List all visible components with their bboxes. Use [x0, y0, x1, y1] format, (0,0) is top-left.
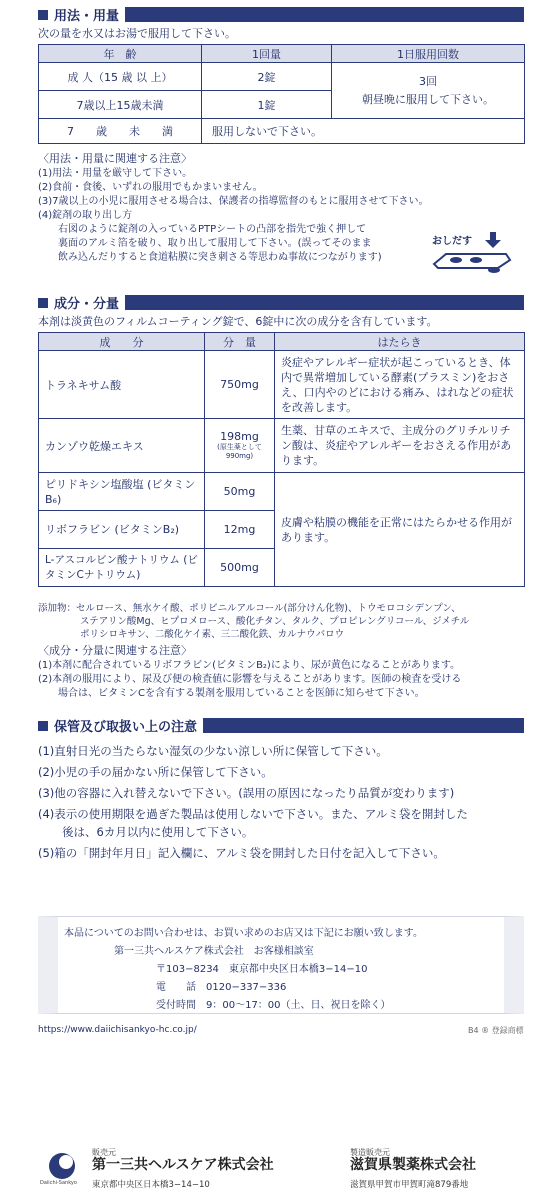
additives-line-1: 添加物：セルロース、無水ケイ酸、ポリビニルアルコール(部分けん化物)、トウモロコシデンプン、 — [38, 603, 461, 614]
usage-header-times: 1日服用回数 — [332, 45, 525, 63]
usage-note-1: (1)用法・用量を厳守して下さい。 — [38, 168, 193, 179]
storage-item-3: (3)他の容器に入れ替えないで下さい。(誤用の原因になったり品質が変わります) — [38, 786, 455, 800]
ptp-press-illustration — [432, 230, 512, 274]
usage-intro: 次の量を水又はお湯で服用して下さい。 — [38, 27, 236, 40]
seller-role: 販売元 — [92, 1148, 116, 1157]
usage-note-3: (3)7歳以上の小児に服用させる場合は、保護者の指導監督のもとに服用させて下さい。 — [38, 196, 429, 207]
section-square-icon — [38, 721, 48, 731]
maker-name: 滋賀県製薬株式会社 — [350, 1157, 476, 1173]
usage-times-count: 3回 — [419, 74, 437, 88]
ingredient-amount-b6: 50mg — [205, 473, 275, 511]
logo-wordmark: Daiichi-Sankyo — [40, 1180, 77, 1186]
usage-row-child-age: 7歳以上15歳未満 — [39, 91, 202, 119]
section-bar — [125, 7, 524, 22]
maker-role: 製造販売元 — [350, 1148, 390, 1157]
maker-address: 滋賀県甲賀市甲賀町滝879番地 — [350, 1180, 469, 1190]
usage-row-infant-age: 7 歳 未 満 — [39, 119, 202, 144]
section-bar — [125, 295, 524, 310]
ingredient-name-tranexamic: トラネキサム酸 — [39, 351, 205, 419]
ingredients-header-effect: はたらき — [275, 333, 525, 351]
usage-notes-title: 〈用法・用量に関連する注意〉 — [38, 152, 192, 165]
ingredient-amount-tranexamic: 750mg — [205, 351, 275, 419]
website-url[interactable]: https://www.daiichisankyo-hc.co.jp/ — [38, 1025, 197, 1035]
storage-section-header — [38, 717, 524, 734]
usage-row-adult-dose: 2錠 — [202, 63, 332, 91]
additives-line-2: ステアリン酸Mg、ヒプロメロース、酸化チタン、タルク、プロピレングリコール、ジメチル — [80, 616, 470, 627]
ingredients-intro: 本剤は淡黄色のフィルムコーティング錠で、6錠中に次の成分を含有しています。 — [38, 315, 438, 328]
ingredients-header-name: 成 分 — [39, 333, 205, 351]
ingredient-effect-vitamins: 皮膚や粘膜の機能を正常にはたらかせる作用があります。 — [275, 473, 525, 587]
ingredient-amount-licorice: 198mg — [220, 429, 259, 443]
contact-company: 第一三共ヘルスケア株式会社 お客様相談室 — [114, 946, 314, 957]
section-square-icon — [38, 10, 48, 20]
ingredient-effect-licorice: 生薬、甘草のエキスで、主成分のグリチルリチン酸は、炎症やアレルギーをおさえる作用があります。 — [275, 419, 525, 473]
ingredient-name-vitc: L-アスコルビン酸ナトリウム (ビタミンCナトリウム) — [39, 549, 205, 587]
press-label: おしだす — [432, 236, 472, 247]
usage-section-header — [38, 6, 524, 23]
ingredients-note-2: (2)本剤の服用により、尿及び便の検査値に影響を与えることがあります。医師の検査を受ける — [38, 674, 462, 685]
ingredient-amount-vitc: 500mg — [205, 549, 275, 587]
ingredients-table — [38, 332, 525, 587]
press-arrow-icon — [432, 230, 512, 274]
storage-title: 保管及び取扱い上の注意 — [54, 716, 203, 735]
ingredient-amount-licorice-cell — [205, 419, 275, 473]
ingredient-amount-b2: 12mg — [205, 511, 275, 549]
seller-address: 東京都中央区日本橋3−14−10 — [92, 1180, 210, 1190]
section-bar — [203, 718, 524, 733]
ingredient-name-b2: リボフラビン (ビタミンB₂) — [39, 511, 205, 549]
contact-hours: 受付時間 9：00〜17：00（土、日、祝日を除く） — [156, 1000, 391, 1011]
ingredient-name-licorice: カンゾウ乾燥エキス — [39, 419, 205, 473]
ingredients-note-2b: 場合は、ビタミンCを含有する製剤を服用していることを医師に知らせて下さい。 — [58, 688, 425, 699]
daiichi-sankyo-logo — [40, 1150, 80, 1186]
storage-item-4b: 後は、6カ月以内に使用して下さい。 — [62, 825, 254, 839]
usage-title: 用法・用量 — [54, 5, 125, 24]
storage-item-4: (4)表示の使用期限を過ぎた製品は使用しないで下さい。また、アルミ袋を開封した — [38, 807, 468, 821]
usage-row-adult-age: 成 人（15 歳 以 上） — [39, 63, 202, 91]
usage-row-infant-dose: 服用しないで下さい。 — [202, 119, 525, 144]
ingredient-effect-tranexamic: 炎症やアレルギー症状が起こっているとき、体内で異常増加している酵素(プラスミン)をおさえ、口内やのどにおける痛み、はれなどの症状を改善します。 — [275, 351, 525, 419]
usage-note-2: (2)食前・食後、いずれの服用でもかまいません。 — [38, 182, 263, 193]
ptp-line-1: 右図のように錠剤の入っているPTPシートの凸部を指先で強く押して — [58, 224, 367, 235]
usage-header-age: 年 齢 — [39, 45, 202, 63]
ptp-line-3: 飲み込んだりすると食道粘膜に突き刺さる等思わぬ事故につながります) — [58, 252, 382, 263]
ptp-line-2: 裏面のアルミ箔を破り、取り出して服用して下さい。(誤ってそのまま — [58, 238, 372, 249]
ingredient-name-b6: ピリドキシン塩酸塩 (ビタミンB₆) — [39, 473, 205, 511]
contact-phone: 電 話 0120−337−336 — [156, 982, 287, 993]
usage-table — [38, 44, 525, 144]
seller-name: 第一三共ヘルスケア株式会社 — [92, 1157, 274, 1173]
usage-note-4: (4)錠剤の取り出し方 — [38, 210, 133, 221]
contact-address: 〒103−8234 東京都中央区日本橋3−14−10 — [156, 964, 368, 975]
storage-item-2: (2)小児の手の届かない所に保管して下さい。 — [38, 765, 273, 779]
contact-intro: 本品についてのお問い合わせは、お買い求めのお店又は下記にお願い致します。 — [64, 928, 423, 939]
trademark-note: B4 ® 登録商標 — [468, 1026, 524, 1035]
usage-row-child-dose: 1錠 — [202, 91, 332, 119]
usage-times-cell — [332, 63, 525, 119]
storage-item-5: (5)箱の「開封年月日」記入欄に、アルミ袋を開封した日付を記入して下さい。 — [38, 846, 445, 860]
ingredients-title: 成分・分量 — [54, 293, 125, 312]
ingredients-section-header — [38, 294, 524, 311]
storage-item-1: (1)直射日光の当たらない湿気の少ない涼しい所に保管して下さい。 — [38, 744, 388, 758]
ingredients-note-1: (1)本剤に配合されているリボフラビン(ビタミンB₂)により、尿が黄色になることがあります。 — [38, 660, 461, 671]
ingredients-notes-title: 〈成分・分量に関連する注意〉 — [38, 644, 192, 657]
additives-line-3: ポリシロキサン、二酸化ケイ素、三二酸化鉄、カルナウバロウ — [80, 629, 345, 640]
ingredient-amount-licorice-note: (原生薬として 990mg) — [217, 442, 262, 460]
usage-times-text: 朝昼晩に服用して下さい。 — [362, 92, 494, 106]
ingredients-header-amount: 分 量 — [205, 333, 275, 351]
usage-header-dose: 1回量 — [202, 45, 332, 63]
section-square-icon — [38, 298, 48, 308]
